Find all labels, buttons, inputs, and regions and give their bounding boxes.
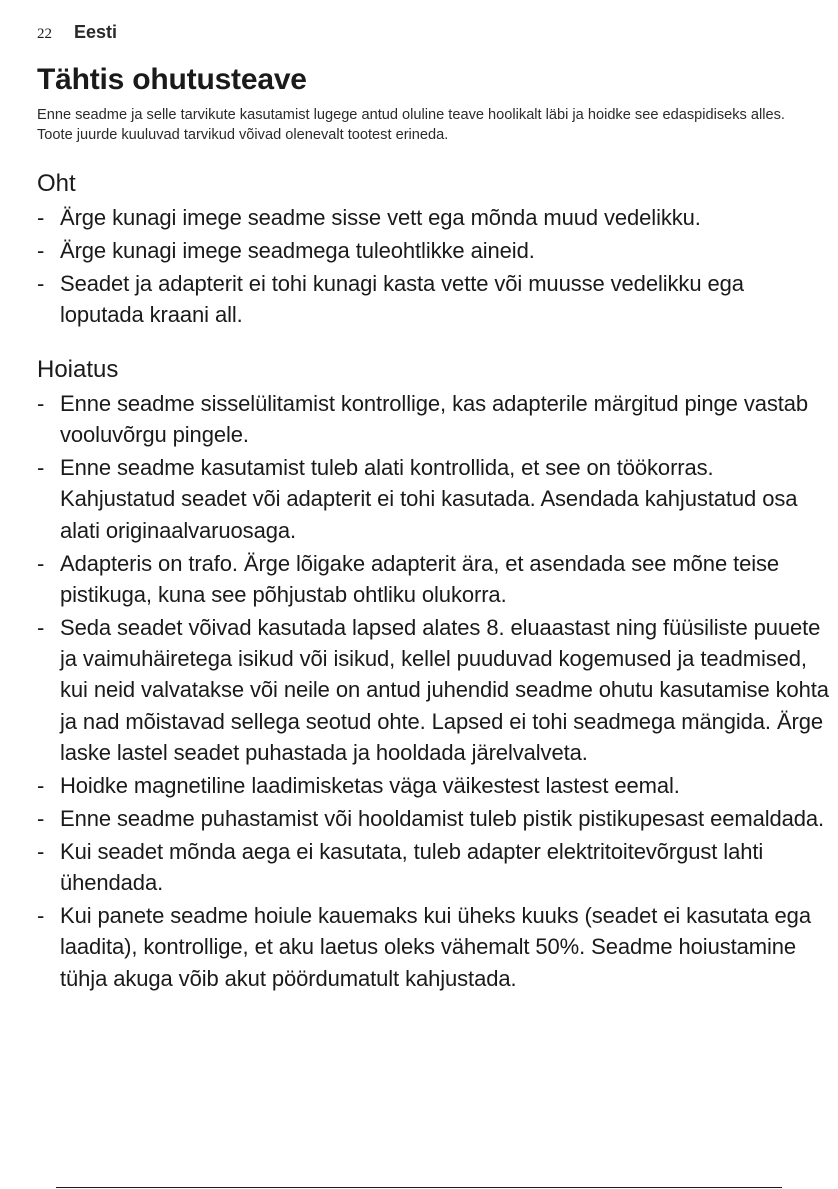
list-item xyxy=(37,548,832,611)
list-item xyxy=(37,836,832,899)
dash-bullet: - xyxy=(37,772,45,798)
list-item-text: Seda seadet võivad kasutada lapsed alates 8. eluaastast ning füüsiliste puuete ja vaimuhäiretega isikud või isikud, kellel puuduvad kogemused ja teadmised, kui neid valvatakse või neile on antud juhendid seadme ohutu kasutamise kohta ja nad mõistavad sellega seotud ohte. Lapsed ei tohi seadmega mängida. Ärge laske lastel seadet puhastada ja hooldada järelvalveta. xyxy=(60,614,829,766)
list-item-text: Enne seadme sisselülitamist kontrollige, kas adapterile märgitud pinge vastab vooluvõrgu pingele. xyxy=(60,391,809,448)
section-danger xyxy=(37,166,832,332)
list-item-text: Seadet ja adapterit ei tohi kunagi kasta vette või muusse vedelikku ega loputada kraani all. xyxy=(60,270,744,328)
list-item xyxy=(37,452,832,546)
list-item-text: Ärge kunagi imege seadmega tuleohtlikke aineid. xyxy=(60,237,535,263)
dash-bullet: - xyxy=(37,455,45,481)
page-language: Eesti xyxy=(74,22,118,42)
section-heading-danger: Oht xyxy=(37,170,76,197)
list-item-text: Kui panete seadme hoiule kauemaks kui üheks kuuks (seadet ei kasutata ega laadita), kontrollige, et aku laetus oleks vähemalt 50%. Seadme hoiustamine tühja akuga võib akut pöördumatult kahjustada. xyxy=(60,902,811,991)
intro-paragraph: Enne seadme ja selle tarvikute kasutamist lugege antud oluline teave hoolikalt läbi ja hoidke see edaspidiseks alles. Toote juurde kuuluvad tarvikud võivad olenevalt tootest erineda. xyxy=(37,107,785,143)
dash-bullet: - xyxy=(37,237,45,263)
list-item xyxy=(37,612,832,768)
warning-list xyxy=(37,388,832,994)
dash-bullet: - xyxy=(37,270,45,296)
list-item xyxy=(37,388,832,451)
list-item-text: Enne seadme puhastamist või hooldamist tuleb pistik pistikupesast eemaldada. xyxy=(60,805,825,831)
list-item xyxy=(37,900,832,994)
dash-bullet: - xyxy=(37,550,45,576)
list-item-text: Enne seadme kasutamist tuleb alati kontrollida, et see on töökorras. Kahjustatud seadet või adapterit ei tohi kasutada. Asendada kahjustatud osa alati originaalvaruosaga. xyxy=(60,455,798,543)
list-item-text: Ärge kunagi imege seadme sisse vett ega mõnda muud vedelikku. xyxy=(60,205,701,230)
list-item xyxy=(37,268,832,331)
page-header xyxy=(37,22,117,43)
dash-bullet: - xyxy=(37,391,45,416)
page-number: 22 xyxy=(37,26,52,42)
dash-bullet: - xyxy=(37,838,45,864)
dash-bullet: - xyxy=(37,614,45,640)
footer-divider xyxy=(56,1187,782,1188)
page-title: Tähtis ohutusteave xyxy=(37,63,307,96)
list-item xyxy=(37,202,832,233)
section-warning xyxy=(37,352,832,995)
dash-bullet: - xyxy=(37,205,45,230)
list-item-text: Hoidke magnetiline laadimisketas väga väikestest lastest eemal. xyxy=(60,772,680,798)
dash-bullet: - xyxy=(37,902,45,928)
list-item-text: Adapteris on trafo. Ärge lõigake adapterit ära, et asendada see mõne teise pistikuga, kuna see põhjustab ohtliku olukorra. xyxy=(60,550,780,607)
list-item-text: Kui seadet mõnda aega ei kasutata, tuleb adapter elektritoitevõrgust lahti ühendada. xyxy=(60,838,764,896)
section-heading-warning: Hoiatus xyxy=(37,356,119,383)
list-item xyxy=(37,235,832,266)
list-item xyxy=(37,803,832,834)
list-item xyxy=(37,770,832,801)
dash-bullet: - xyxy=(37,805,45,831)
danger-list xyxy=(37,202,832,330)
